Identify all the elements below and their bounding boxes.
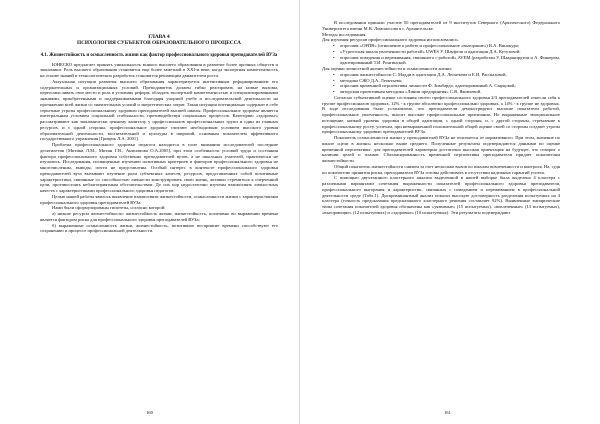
list-item: • авторская проективная методика «Линии предприятия» С.В. Яковлевой. xyxy=(340,89,560,95)
paragraph: а) низкие ресурсы жизнестойкости: жизнестойкость жизни, жизнестойкость, позитивно во выражении времени является фактором риска для профессионального здоровья преподавателей ВУЗа; xyxy=(40,211,278,222)
list-item: • опросник временной перспективы личности Ф. Зимбардо, адаптированный А. Сырцовой; xyxy=(340,83,560,89)
section-title: 4.1. Жизнестойкость и осмысленность жизни как фактор профессионального здоровья преподавателей ВУЗа xyxy=(40,52,278,58)
paragraph: Общий показатель жизнестойкости снижен за счет несколько вызов по шкалам вовлеченности и контроля. На, судя по показателю принятия риска, преподаватели ВУЗа готовы действовать в отсутствии надежных гарантий успеха. xyxy=(322,163,560,175)
paragraph: В исследовании приняли участие 50 преподавателей из 9 институтов Северного (Арктического) Федерального Университета имени М.В. Ломоносова в г. Архангельске. xyxy=(322,20,560,31)
list-item: • опросник поведения и переживания, связанного с работой» AVEM (разработан У. Шаарширдтом и А. Фишером, адаптированный Т.И. Ронгинской. xyxy=(340,55,560,67)
paragraph: Для оценки личностной жизнестойкости и осмысленности жизни: xyxy=(322,66,453,71)
paragraph: Проблема профессионального здоровья педагога находится в поле внимания исследователей последние десятилетия [Митина Л.М., Митин Г.В., Анисимова О.А.2005], при этом особенности условий труда и состояния фактора профессионального здоровья собственно преподавателей вузов, а не школьных учителей, практически не изучались. Исследования, посвященные изучению позитивных критериев и факторов профессионального здоровья не многочисленны, выводы, почти не представлены. Особый интерес в контексте профессионального здоровья преподавателей вуза вызывают изучение роли субъектных качеств, ресурсов, представленных собой позитивные характеристики, связанные со способностью личности конструировать свою жизнь, активно стремиться к очерченной цели, противостоять неблагоприятным обстоятельствам. До сих пор недостаточно изучены взаимосвязь личностных качеств с характеристиками профессионального здоровья педагогов. xyxy=(40,142,278,194)
right-page xyxy=(300,0,600,424)
page-number-left: 160 xyxy=(146,410,153,415)
list-item: • опросник жизнестойкости С. Мадди в адаптации Д.А. Леонтьева и Е.И. Рассказовой; xyxy=(340,72,560,78)
paragraph: Согласно субъективной оценке состояния своего профессионального здоровья 2/3 преподавателей отнесли себя к группе профессионалов здоровых, 12% - к группе абсолютно профессионально здоровых, а 14% - к группе не здоровых. В ходе исследования было установлено, что преподаватели демонстрируют высокие показатели работой, профессиональное увлеченность, вносят высокие профессиональные притязания. Но выраженные эмоциональное истощение, низкий уровень здоровья в общей адаптации, с одной стороны, и, с другой стороны, стремление к профессиональному росту, успехам, при невыраженной положительной общей оценке своей со стороны создают угрозы профессиональному здоровью преподавателей ВУЗа. xyxy=(322,94,560,135)
chapter-title: ПСИХОЛОГИЯ СУБЪЕКТОВ ОБРАЗОВАТЕЛЬНОГО ПРОЦЕССА xyxy=(76,40,242,47)
paragraph: Для изучения ресурсов профессионального здоровья использовались: xyxy=(322,37,459,43)
paragraph: Актуальная ситуация развития высшего образования характеризуется интенсивным реформированием его содержательных и организационных условий. Преподаватель должен гибко реагировать на новые вызовы, переосмысливать свое место и роль в условиях реформ, обладать экспертной компетентностью и специализированными знаниями, приобретенными и поддерживаемыми благодаря упорной учебе и исследовательской деятельности на протяжении всей жизни со значительных усилий и энергетических затрат. Такая ситуация потенциально содержит в себе серьезные угрозы профессиональному здоровью преподавателей высшей школы. Профессиональное здоровье является интегральным условием социальной стабильности, противодействуя социальных процессов. Категорию «здоровье» рассматривают как экономически ценному капиталу у профессионалов профессиональных групп и один из главных ресурсов, и с одной стороны, профессиональное здоровье считают необходимым условием высокого уровня образовательной деятельности, воспитательной и культуры в широкий, основным показателем эффективного государственного управления [Грицюк Л.А. 2001]. xyxy=(40,78,278,142)
paragraph: Показатель осмысленности жизни у преподавателей ВУЗа не отличается от нормативного. При этом, значение по шкале «цели в жизни» несколько выше среднего. Полученные результаты подтверждаются данными по оценке временной перспективы: для преподавателей характерна достаточно высокая ориентация на будущее, что говорит о наличии целей и планов. Сбалансированность временной перспективы преподаватели придает показателям жизнестойкости. xyxy=(322,135,560,163)
paragraph: б) выраженные осмысленность жизни, жизнестойкость, позитивное восприятие времени способствуют его сохранению и процессе профессиональной деятельности. xyxy=(40,222,278,234)
chapter-label: ГЛАВА 4 xyxy=(148,34,170,40)
paragraph: Методы исследования. xyxy=(322,31,367,37)
paragraph: ЮНЕСКО предлагает принять уникальность всякого высшего образования в развитие более прочных обществ и экономики. Роль высшего образования становится еще более заметной в XXI-м веке, когда экспертная компетентность на основе знаний и технологических разработок становится решающим движителем роста. xyxy=(40,61,278,79)
paragraph: Целью нашей работы явилось выявление взаимосвязи жизнестойкости, осмысленности жизни с характеристиками профессионального здоровья преподавателей ВУЗа. xyxy=(40,193,278,205)
paragraph: Нами были сформулированы гипотезы, согласно которой: xyxy=(52,205,166,211)
list-item: • методика СЖО Д.А. Леонтьева; xyxy=(340,78,560,84)
list-item: • опросник «ОРПВ» (отношение к работе и профессиональное «выгорание») В.А. Винокура; xyxy=(340,43,560,49)
methods-list xyxy=(322,72,560,95)
methods-list xyxy=(322,43,560,66)
paragraph: С помощью двухэтапного кластерного анализа выделенной в нашей выборке была выделена 4 кластера с различными вариантами сочетания выраженности показателей профессионального здоровья преподавателя, профессионального выгорания и характеристик, связанных с поведением и переживанием в профессиональной деятельности среде (Табл.1). Дискриминантный анализ показал высокую достоверность разделения испытуемых на 4 кластера (точность предсказания предсказанного кластерного решения составляет 92%). Выявленные эмпирические типы сочетания показателей здоровья обозначены как «уязвимые» (15 испытуемых), «вовлеченные» (13 испытуемых), «выгорающие» (12 испытуемых) и «здоровые» (10 испытуемых). Эти результаты подтверждают xyxy=(322,175,560,215)
list-item: • «Утрехтская шкала увлеченности работой» UWES У. Шауфели и адаптация Д.А. Кутузовой; xyxy=(340,49,560,55)
page-number-right: 161 xyxy=(444,410,451,415)
